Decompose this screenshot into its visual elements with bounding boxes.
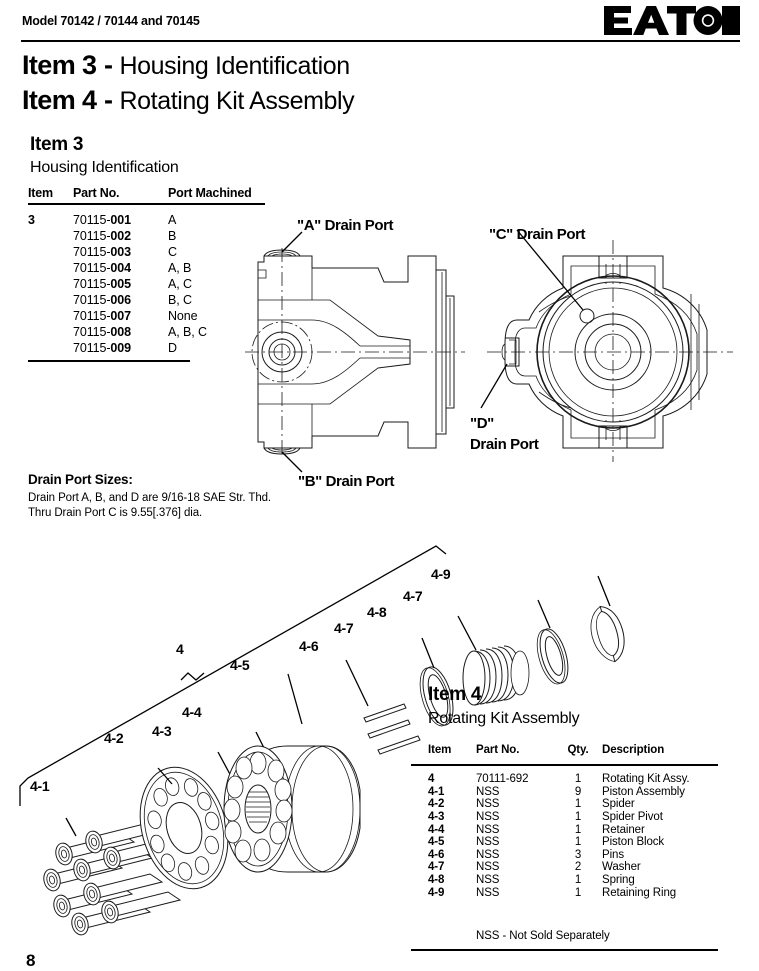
part-suffix: 004 xyxy=(110,261,131,275)
part-suffix: 006 xyxy=(110,293,131,307)
cell-item xyxy=(28,340,73,356)
cell-item: 4-6 xyxy=(428,848,445,861)
cell-item xyxy=(28,228,73,244)
header-divider xyxy=(21,40,740,42)
cell-port: A, B xyxy=(168,261,192,275)
table-row xyxy=(428,886,718,899)
table-spacer xyxy=(428,760,718,773)
cell-part-no: NSS xyxy=(476,874,500,887)
col-header-part-no: Part No. xyxy=(73,186,120,200)
cell-part-no xyxy=(73,244,168,260)
table-row xyxy=(428,849,718,862)
cell-item: 4-2 xyxy=(428,798,445,811)
cell-item xyxy=(28,292,73,308)
callout-4-9: 4-9 xyxy=(431,566,451,582)
part-suffix: 002 xyxy=(110,229,131,243)
cell-part-no xyxy=(73,308,168,324)
label-drain-port-d-line1: "D" xyxy=(470,415,494,432)
table-row xyxy=(28,212,286,228)
callout-4-4: 4-4 xyxy=(182,704,202,720)
callout-4-8: 4-8 xyxy=(367,604,387,620)
cell-description: Spider xyxy=(602,798,635,811)
cell-description: Spring xyxy=(602,874,635,887)
callout-4-5: 4-5 xyxy=(230,657,250,673)
col-header-qty: Qty. xyxy=(567,744,589,756)
page-title-item4 xyxy=(22,85,354,116)
cell-item xyxy=(28,324,73,340)
part-suffix: 005 xyxy=(110,277,131,291)
part-prefix: 70115- xyxy=(73,245,111,259)
cell-port: D xyxy=(168,341,177,355)
washer-second xyxy=(532,626,573,687)
cell-port: A, C xyxy=(168,277,192,291)
title-dash: - xyxy=(103,85,113,115)
cell-part-no: NSS xyxy=(476,811,500,824)
part-prefix: 70115- xyxy=(73,229,111,243)
cell-part-no: NSS xyxy=(476,836,500,849)
table-row xyxy=(28,292,286,308)
item4-subheading: Rotating Kit Assembly xyxy=(428,710,580,727)
label-drain-port-b: "B" Drain Port xyxy=(298,473,395,490)
table-header-row xyxy=(428,744,718,760)
table-row xyxy=(28,260,286,276)
cell-qty: 1 xyxy=(574,874,582,887)
item4-table xyxy=(428,744,718,899)
part-suffix: 001 xyxy=(110,213,131,227)
cell-part-no xyxy=(73,260,168,276)
cell-part-no: NSS xyxy=(476,823,500,836)
retaining-ring xyxy=(585,602,631,665)
table-row xyxy=(428,874,718,887)
table-row xyxy=(28,276,286,292)
cell-item: 4-9 xyxy=(428,886,445,899)
housing-side-view-drawing xyxy=(250,240,460,465)
cell-description: Pins xyxy=(602,848,624,861)
part-prefix: 70115- xyxy=(73,309,111,323)
cell-part-no: NSS xyxy=(476,861,500,874)
cell-item: 4-4 xyxy=(428,823,445,836)
cell-part-no xyxy=(73,212,168,228)
cell-part-no: NSS xyxy=(476,848,500,861)
cell-item: 4-1 xyxy=(428,785,445,798)
cell-item xyxy=(28,308,73,324)
table-row xyxy=(428,823,718,836)
part-prefix: 70115- xyxy=(73,341,111,355)
cell-qty: 1 xyxy=(574,798,582,811)
cell-description: Retaining Ring xyxy=(602,886,677,899)
cell-item: 4-7 xyxy=(428,861,445,874)
part-suffix: 007 xyxy=(110,309,131,323)
cell-part-no: NSS xyxy=(476,886,500,899)
table-row xyxy=(28,228,286,244)
callout-4-7-first: 4-7 xyxy=(334,620,354,636)
cell-port: B, C xyxy=(168,293,192,307)
label-drain-port-c: "C" Drain Port xyxy=(489,226,586,243)
item4-table-bottom-rule xyxy=(411,949,718,951)
cell-part-no xyxy=(73,228,168,244)
table-spacer xyxy=(28,205,286,212)
col-header-port-machined: Port Machined xyxy=(168,186,252,200)
part-prefix: 70115- xyxy=(73,261,111,275)
table-row xyxy=(28,340,286,356)
table-row xyxy=(28,308,286,324)
cell-item: 4-3 xyxy=(428,811,445,824)
cell-part-no xyxy=(73,340,168,356)
item3-table-bottom-rule xyxy=(28,360,190,362)
drain-port-sizes-note xyxy=(28,472,271,521)
cell-description: Retainer xyxy=(602,823,645,836)
cell-port: None xyxy=(168,309,198,323)
drain-note-line-2: Thru Drain Port C is 9.55[.376] dia. xyxy=(28,507,203,519)
cell-description: Piston Block xyxy=(602,836,665,849)
cell-part-no xyxy=(73,324,168,340)
cell-item xyxy=(28,276,73,292)
cell-part-no: NSS xyxy=(476,798,500,811)
table-row xyxy=(428,773,718,786)
model-line: Model 70142 / 70144 and 70145 xyxy=(22,14,200,28)
part-suffix: 003 xyxy=(110,245,131,259)
item4-table-header-rule xyxy=(411,764,718,766)
table-row xyxy=(428,798,718,811)
item3-subheading: Housing Identification xyxy=(30,159,179,176)
cell-item: 4-8 xyxy=(428,874,445,887)
part-suffix: 009 xyxy=(110,341,131,355)
title-item-label: Item 4 xyxy=(22,85,97,115)
col-header-item: Item xyxy=(28,186,53,200)
cell-qty: 1 xyxy=(574,811,582,824)
cell-port: A, B, C xyxy=(168,325,207,339)
cell-qty: 1 xyxy=(574,823,582,836)
col-header-part-no: Part No. xyxy=(476,744,520,756)
cell-part-no: NSS xyxy=(476,785,500,798)
page-title-item3 xyxy=(22,50,350,81)
cell-description: Piston Assembly xyxy=(602,785,685,798)
cell-qty: 1 xyxy=(574,886,582,899)
label-drain-port-a: "A" Drain Port xyxy=(297,217,394,234)
table-row xyxy=(28,244,286,260)
eaton-logo xyxy=(604,4,740,36)
col-header-item: Item xyxy=(428,744,452,756)
cell-port: A xyxy=(168,213,177,227)
drain-note-title: Drain Port Sizes: xyxy=(28,472,133,487)
title-dash: - xyxy=(103,50,113,80)
title-text: Housing Identification xyxy=(119,52,350,80)
cell-port: C xyxy=(168,245,177,259)
piston-block xyxy=(224,746,360,872)
cell-qty: 9 xyxy=(574,785,582,798)
drain-note-line-1: Drain Port A, B, and D are 9/16-18 SAE Str. Thd. xyxy=(28,492,272,504)
table-row xyxy=(428,786,718,799)
table-row xyxy=(428,836,718,849)
cell-qty: 3 xyxy=(574,848,582,861)
table-row xyxy=(428,861,718,874)
title-text: Rotating Kit Assembly xyxy=(119,87,355,115)
table-row xyxy=(28,324,286,340)
cell-part-no xyxy=(73,276,168,292)
callout-4-3: 4-3 xyxy=(152,723,172,739)
part-prefix: 70115- xyxy=(73,213,111,227)
callout-4-1: 4-1 xyxy=(30,778,50,794)
item4-footnote: NSS - Not Sold Separately xyxy=(476,930,610,942)
item3-heading: Item 3 xyxy=(30,134,84,155)
cell-description: Rotating Kit Assy. xyxy=(602,773,690,786)
label-drain-port-d-line2: Drain Port xyxy=(470,436,539,453)
table-row xyxy=(428,811,718,824)
page-number: 8 xyxy=(26,951,36,970)
callout-4-6: 4-6 xyxy=(299,638,319,654)
cell-item: 4 xyxy=(428,773,435,786)
cell-item: 3 xyxy=(28,213,35,227)
cell-item: 4-5 xyxy=(428,836,445,849)
part-prefix: 70115- xyxy=(73,293,111,307)
cell-qty: 2 xyxy=(574,861,582,874)
part-prefix: 70115- xyxy=(73,325,111,339)
cell-port: B xyxy=(168,229,177,243)
col-header-description: Description xyxy=(602,744,665,756)
cell-item xyxy=(28,244,73,260)
title-item-label: Item 3 xyxy=(22,50,97,80)
part-suffix: 008 xyxy=(110,325,131,339)
cell-qty: 1 xyxy=(574,773,582,786)
item4-heading: Item 4 xyxy=(428,684,482,705)
cell-qty: 1 xyxy=(574,836,582,849)
part-prefix: 70115- xyxy=(73,277,111,291)
table-header-row xyxy=(28,186,286,203)
callout-4-7-second: 4-7 xyxy=(403,588,423,604)
cell-part-no xyxy=(73,292,168,308)
callout-4-2: 4-2 xyxy=(104,730,124,746)
pins xyxy=(364,704,420,754)
callout-4: 4 xyxy=(176,641,184,657)
cell-description: Spider Pivot xyxy=(602,811,663,824)
item3-table xyxy=(28,186,286,356)
cell-description: Washer xyxy=(602,861,641,874)
cell-part-no: 70111-692 xyxy=(476,773,529,786)
cell-item xyxy=(28,260,73,276)
